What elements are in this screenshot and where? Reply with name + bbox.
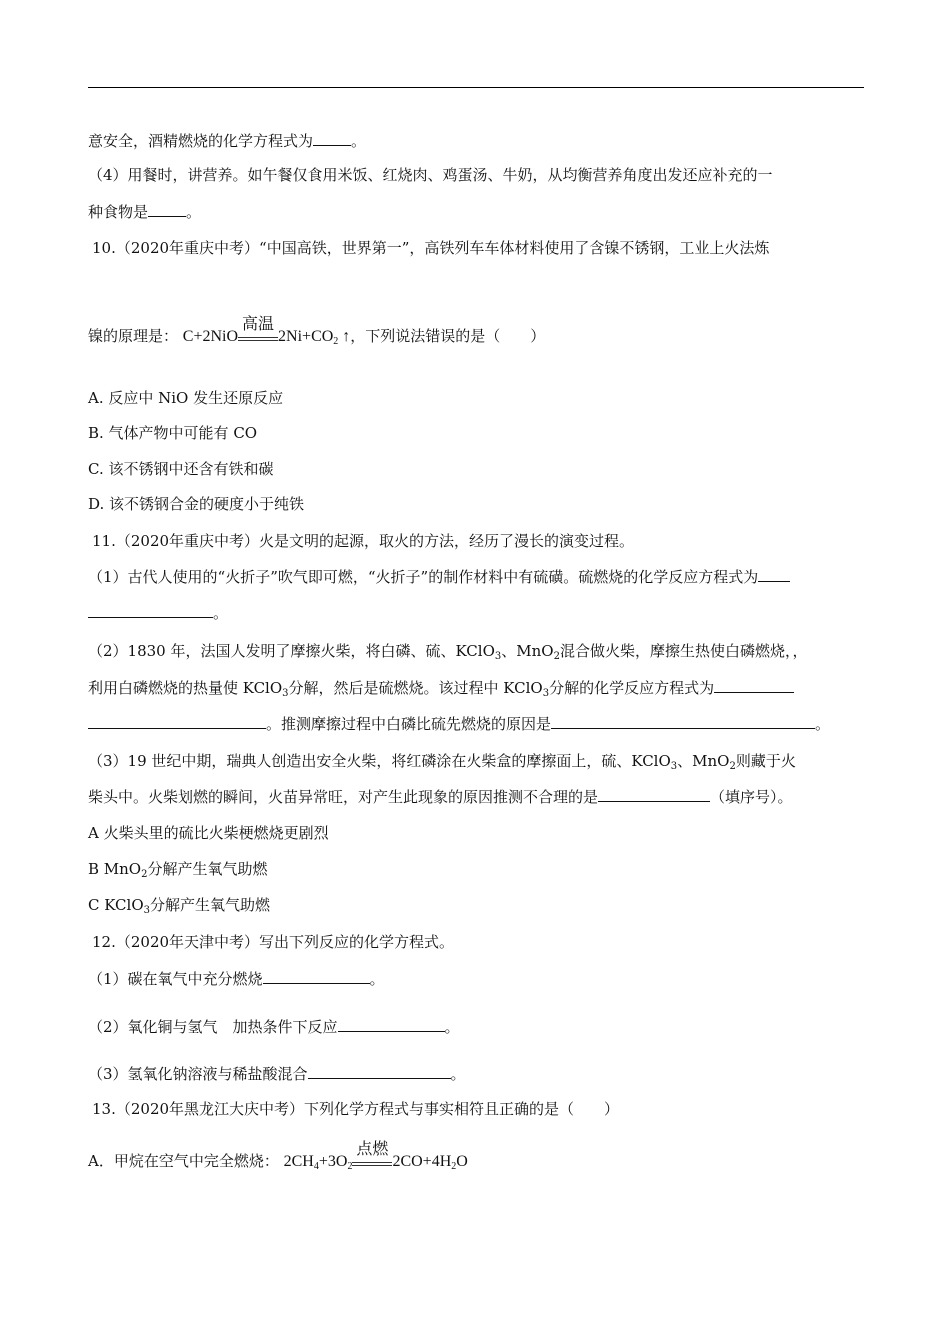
question-12-heading: 12.（2020年天津中考）写出下列反应的化学方程式。 [92, 933, 455, 951]
answer-blank [88, 603, 213, 618]
question-11-heading: 11.（2020年重庆中考）火是文明的起源，取火的方法，经历了漫长的演变过程。 [92, 532, 635, 550]
answer-blank [598, 787, 710, 802]
text-line: （2）1830 年，法国人发明了摩擦火柴，将白磷、硫、KClO$_3$、MnO$_2$混合做火柴，摩擦生热使白磷燃烧，， [88, 642, 808, 662]
text-line: 。 [88, 603, 228, 623]
answer-blank [338, 1017, 445, 1032]
chemical-equation: $2CH_4+3O_2$ 点燃 $2CO+4H_2O$ [283, 1141, 468, 1172]
question-10-heading: 10.（2020年重庆中考）“中国高铁，世界第一”，高铁列车车体材料使用了含镍不锈钢，工业上火法炼 [92, 239, 770, 257]
option-b: B MnO$_2$分解产生氧气助燃 [88, 860, 268, 880]
text-line: 意安全，酒精燃烧的化学方程式为 。 [88, 132, 367, 150]
text-line: （3）19 世纪中期，瑞典人创造出安全火柴，将红磷涂在火柴盒的摩擦面上，硫、KClO$_3$、MnO$_2$则藏于火 [88, 752, 796, 772]
answer-blank [758, 567, 790, 582]
answer-blank [308, 1064, 451, 1079]
reaction-condition: 高温 [238, 337, 278, 347]
option-d: D. 该不锈钢合金的硬度小于纯铁 [88, 495, 305, 513]
text-line: 利用白磷燃烧的热量使 KClO$_3$分解，然后是硫燃烧。该过程中 KClO$_3$分解的化学反应方程式为 [88, 678, 794, 698]
text-line: （1）古代人使用的“火折子”吹气即可燃，“火折子”的制作材料中有硫磺。硫燃烧的化学反应方程式为 [88, 567, 790, 587]
option-c: C KClO$_3$分解产生氧气助燃 [88, 896, 271, 916]
answer-blank [313, 131, 351, 146]
option-b: B. 气体产物中可能有 CO [88, 424, 258, 442]
header-rule [88, 87, 864, 88]
answer-blank [551, 714, 815, 729]
text-line: （3）氢氧化钠溶液与稀盐酸混合 。 [88, 1065, 466, 1083]
option-a: A．甲烷在空气中完全燃烧： $2CH_4+3O_2$ 点燃 $2CO+4H_2O$ [88, 1141, 468, 1172]
reaction-condition: 点燃 [352, 1162, 392, 1172]
answer-blank [263, 969, 370, 984]
option-a: A 火柴头里的硫比火柴梗燃烧更剧烈 [88, 824, 329, 842]
text-line: 柴头中。火柴划燃的瞬间，火苗异常旺，对产生此现象的原因推测不合理的是 （填序号）。 [88, 788, 793, 806]
question-13-heading: 13.（2020年黑龙江大庆中考）下列化学方程式与事实相符且正确的是（ ） [92, 1100, 620, 1118]
answer-blank [88, 714, 266, 729]
answer-blank [148, 202, 186, 217]
text-line: （1）碳在氧气中充分燃烧 。 [88, 970, 385, 988]
text-line: 种食物是 。 [88, 203, 202, 221]
option-c: C. 该不锈钢中还含有铁和碳 [88, 460, 274, 478]
option-a: A. 反应中 NiO 发生还原反应 [88, 389, 284, 407]
chemical-equation: C+2NiO 高温 $2Ni+CO_2$ ↑ [182, 316, 351, 347]
text-line: （2）氧化铜与氢气 加热条件下反应 。 [88, 1018, 460, 1036]
text-line: 。推测摩擦过程中白磷比硫先燃烧的原因是 。 [88, 714, 830, 734]
question-10-equation-line: 镍的原理是： C+2NiO 高温 $2Ni+CO_2$ ↑，下列说法错误的是（ ） [88, 316, 546, 347]
text-line: （4）用餐时，讲营养。如午餐仅食用米饭、红烧肉、鸡蛋汤、牛奶，从均衡营养角度出发还应补充的一 [88, 166, 773, 184]
answer-blank [714, 678, 794, 693]
